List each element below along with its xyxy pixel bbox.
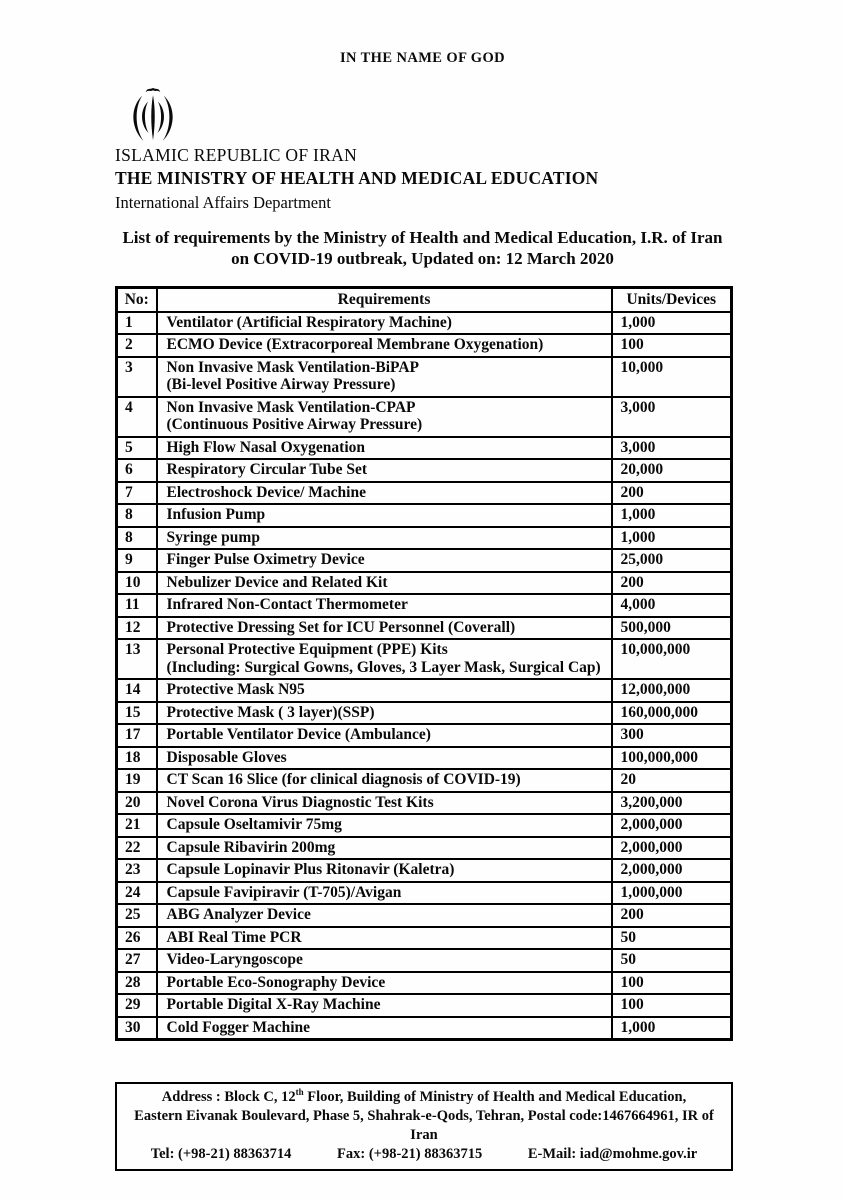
requirement-text: Portable Digital X-Ray Machine [166, 996, 381, 1013]
units-cell: 12,000,000 [612, 679, 732, 702]
document-title-line1: List of requirements by the Ministry of Health and Medical Education, I.R. of Iran [122, 228, 723, 247]
requirement-text: Finger Pulse Oximetry Device [166, 551, 365, 568]
col-header-no: No: [117, 288, 157, 312]
table-row [117, 994, 732, 1017]
row-number-cell: 5 [117, 437, 157, 460]
requirement-subtext: (Bi-level Positive Airway Pressure) [166, 376, 396, 393]
requirement-text: Electroshock Device/ Machine [166, 483, 366, 501]
units-cell: 1,000 [612, 1017, 732, 1040]
table-row [117, 859, 732, 882]
units-cell: 10,000 [612, 357, 732, 397]
table-row [117, 437, 732, 460]
requirement-text: CT Scan 16 Slice (for clinical diagnosis of COVID-19) [166, 771, 521, 788]
iran-emblem-icon [122, 84, 184, 150]
requirement-cell [157, 724, 612, 747]
footer-address-line2: Eastern Eivanak Boulevard, Phase 5, Shahrak-e-Qods, Tehran, Postal code:1467664961, IR of Iran [134, 1108, 714, 1143]
row-number-cell: 23 [117, 859, 157, 882]
table-row [117, 882, 732, 905]
units-cell: 200 [612, 904, 732, 927]
requirement-text: Capsule Oseltamivir 75mg [166, 816, 342, 833]
table-row [117, 702, 732, 725]
requirement-cell [157, 312, 612, 335]
requirement-cell [157, 527, 612, 550]
requirement-cell [157, 769, 612, 792]
requirement-text: Novel Corona Virus Diagnostic Test Kits [166, 793, 434, 811]
row-number-cell: 9 [117, 549, 157, 572]
requirement-text: High Flow Nasal Oxygenation [166, 438, 366, 456]
row-number-cell: 2 [117, 334, 157, 357]
row-number-cell: 27 [117, 949, 157, 972]
row-number-cell: 29 [117, 994, 157, 1017]
requirement-subtext: (Including: Surgical Gowns, Gloves, 3 Layer Mask, Surgical Cap) [166, 658, 601, 676]
requirement-text: Respiratory Circular Tube Set [166, 461, 368, 478]
contact-footer [115, 1082, 733, 1171]
row-number-cell: 11 [117, 594, 157, 617]
row-number-cell: 18 [117, 747, 157, 770]
units-cell: 1,000,000 [612, 882, 732, 905]
units-cell: 20,000 [612, 459, 732, 482]
row-number-cell: 28 [117, 972, 157, 995]
table-row [117, 792, 732, 815]
table-row [117, 972, 732, 995]
requirement-text: Protective Dressing Set for ICU Personnel (Coverall) [166, 618, 516, 636]
units-cell: 25,000 [612, 549, 732, 572]
row-number-cell: 3 [117, 357, 157, 397]
units-cell: 500,000 [612, 617, 732, 640]
requirement-cell [157, 679, 612, 702]
table-row [117, 639, 732, 679]
ordinal-superscript: th [295, 1087, 304, 1098]
row-number-cell: 25 [117, 904, 157, 927]
letterhead [115, 145, 598, 213]
table-row [117, 482, 732, 505]
requirement-cell [157, 617, 612, 640]
units-cell: 4,000 [612, 594, 732, 617]
footer-fax: Fax: (+98-21) 88363715 [337, 1146, 483, 1162]
row-number-cell: 14 [117, 679, 157, 702]
org-department: International Affairs Department [115, 193, 331, 212]
requirement-cell [157, 882, 612, 905]
document-title [0, 227, 845, 269]
row-number-cell: 10 [117, 572, 157, 595]
requirement-text: Infusion Pump [166, 506, 266, 523]
row-number-cell: 12 [117, 617, 157, 640]
requirement-cell [157, 459, 612, 482]
units-cell: 10,000,000 [612, 639, 732, 679]
units-cell: 200 [612, 572, 732, 595]
table-row [117, 679, 732, 702]
row-number-cell: 6 [117, 459, 157, 482]
units-cell: 100 [612, 994, 732, 1017]
requirement-cell [157, 334, 612, 357]
units-cell: 3,000 [612, 437, 732, 460]
row-number-cell: 30 [117, 1017, 157, 1040]
requirement-cell [157, 702, 612, 725]
units-cell: 1,000 [612, 527, 732, 550]
requirement-cell [157, 482, 612, 505]
table-row [117, 814, 732, 837]
requirement-text: Disposable Gloves [166, 748, 287, 766]
row-number-cell: 24 [117, 882, 157, 905]
requirement-text: Ventilator (Artificial Respiratory Machine) [166, 313, 452, 331]
requirement-text: Capsule Ribavirin 200mg [166, 838, 336, 856]
requirement-text: Personal Protective Equipment (PPE) Kits [166, 641, 448, 658]
row-number-cell: 4 [117, 397, 157, 437]
row-number-cell: 7 [117, 482, 157, 505]
units-cell: 3,000 [612, 397, 732, 437]
requirement-text: ECMO Device (Extracorporeal Membrane Oxygenation) [166, 336, 544, 353]
requirement-text: Portable Eco-Sonography Device [166, 973, 386, 991]
requirement-text: Protective Mask ( 3 layer)(SSP) [166, 703, 375, 721]
table-row [117, 594, 732, 617]
requirement-cell [157, 949, 612, 972]
requirement-cell [157, 747, 612, 770]
requirement-cell [157, 397, 612, 437]
requirement-cell [157, 572, 612, 595]
requirement-cell [157, 1017, 612, 1040]
table-header-row [117, 288, 732, 312]
table-row [117, 949, 732, 972]
document-title-line2: on COVID-19 outbreak, Updated on: 12 March 2020 [231, 249, 614, 268]
requirement-cell [157, 994, 612, 1017]
requirement-cell [157, 837, 612, 860]
row-number-cell: 20 [117, 792, 157, 815]
requirement-text: Portable Ventilator Device (Ambulance) [166, 726, 431, 743]
table-row [117, 459, 732, 482]
row-number-cell: 8 [117, 527, 157, 550]
requirement-text: Video-Laryngoscope [166, 951, 303, 968]
units-cell: 160,000,000 [612, 702, 732, 725]
units-cell: 20 [612, 769, 732, 792]
units-cell: 2,000,000 [612, 837, 732, 860]
table-row [117, 334, 732, 357]
units-cell: 1,000 [612, 312, 732, 335]
table-row [117, 549, 732, 572]
requirement-text: Infrared Non-Contact Thermometer [166, 596, 408, 613]
org-ministry: THE MINISTRY OF HEALTH AND MEDICAL EDUCATION [115, 168, 599, 188]
requirements-table [115, 286, 733, 1041]
table-row [117, 397, 732, 437]
units-cell: 2,000,000 [612, 814, 732, 837]
requirement-text: Cold Fogger Machine [166, 1018, 311, 1036]
table-row [117, 572, 732, 595]
table-row [117, 724, 732, 747]
requirement-cell [157, 639, 612, 679]
requirement-text: Syringe pump [166, 528, 260, 546]
requirement-cell [157, 437, 612, 460]
units-cell: 100,000,000 [612, 747, 732, 770]
requirement-subtext: (Continuous Positive Airway Pressure) [166, 416, 423, 433]
table-row [117, 357, 732, 397]
requirement-cell [157, 859, 612, 882]
requirement-cell [157, 549, 612, 572]
units-cell: 50 [612, 927, 732, 950]
row-number-cell: 13 [117, 639, 157, 679]
table-row [117, 769, 732, 792]
footer-tel: Tel: (+98-21) 88363714 [150, 1146, 292, 1162]
row-number-cell: 17 [117, 724, 157, 747]
row-number-cell: 19 [117, 769, 157, 792]
table-row [117, 312, 732, 335]
table-row [117, 927, 732, 950]
units-cell: 200 [612, 482, 732, 505]
table-row [117, 1017, 732, 1040]
requirement-cell [157, 594, 612, 617]
requirement-text: Non Invasive Mask Ventilation-BiPAP [166, 358, 419, 376]
table-row [117, 617, 732, 640]
requirement-text: Capsule Lopinavir Plus Ritonavir (Kaletra) [166, 861, 455, 878]
requirement-text: Protective Mask N95 [166, 681, 305, 698]
units-cell: 100 [612, 334, 732, 357]
row-number-cell: 22 [117, 837, 157, 860]
table-row [117, 527, 732, 550]
table-row [117, 837, 732, 860]
footer-contact-line [119, 1145, 729, 1164]
org-country: ISLAMIC REPUBLIC OF IRAN [115, 145, 358, 165]
row-number-cell: 15 [117, 702, 157, 725]
requirement-text: ABG Analyzer Device [166, 906, 311, 923]
table-row [117, 747, 732, 770]
row-number-cell: 1 [117, 312, 157, 335]
requirement-cell [157, 927, 612, 950]
footer-email: E-Mail: iad@mohme.gov.ir [527, 1146, 698, 1162]
row-number-cell: 26 [117, 927, 157, 950]
bismillah-heading: IN THE NAME OF GOD [339, 50, 506, 66]
row-number-cell: 21 [117, 814, 157, 837]
requirement-text: Non Invasive Mask Ventilation-CPAP [166, 398, 416, 416]
requirement-cell [157, 904, 612, 927]
table-row [117, 504, 732, 527]
requirement-text: ABI Real Time PCR [166, 928, 302, 946]
requirement-text: Capsule Favipiravir (T-705)/Avigan [166, 883, 402, 901]
requirement-cell [157, 504, 612, 527]
units-cell: 1,000 [612, 504, 732, 527]
requirement-text: Nebulizer Device and Related Kit [166, 573, 388, 591]
units-cell: 300 [612, 724, 732, 747]
units-cell: 50 [612, 949, 732, 972]
col-header-units: Units/Devices [612, 288, 732, 312]
requirement-cell [157, 814, 612, 837]
requirement-cell [157, 792, 612, 815]
units-cell: 100 [612, 972, 732, 995]
footer-address-line1: Address : Block C, 12th Floor, Building of Ministry of Health and Medical Education, [161, 1087, 687, 1105]
units-cell: 3,200,000 [612, 792, 732, 815]
col-header-requirements: Requirements [157, 288, 612, 312]
table-row [117, 904, 732, 927]
requirement-cell [157, 357, 612, 397]
requirement-cell [157, 972, 612, 995]
row-number-cell: 8 [117, 504, 157, 527]
units-cell: 2,000,000 [612, 859, 732, 882]
